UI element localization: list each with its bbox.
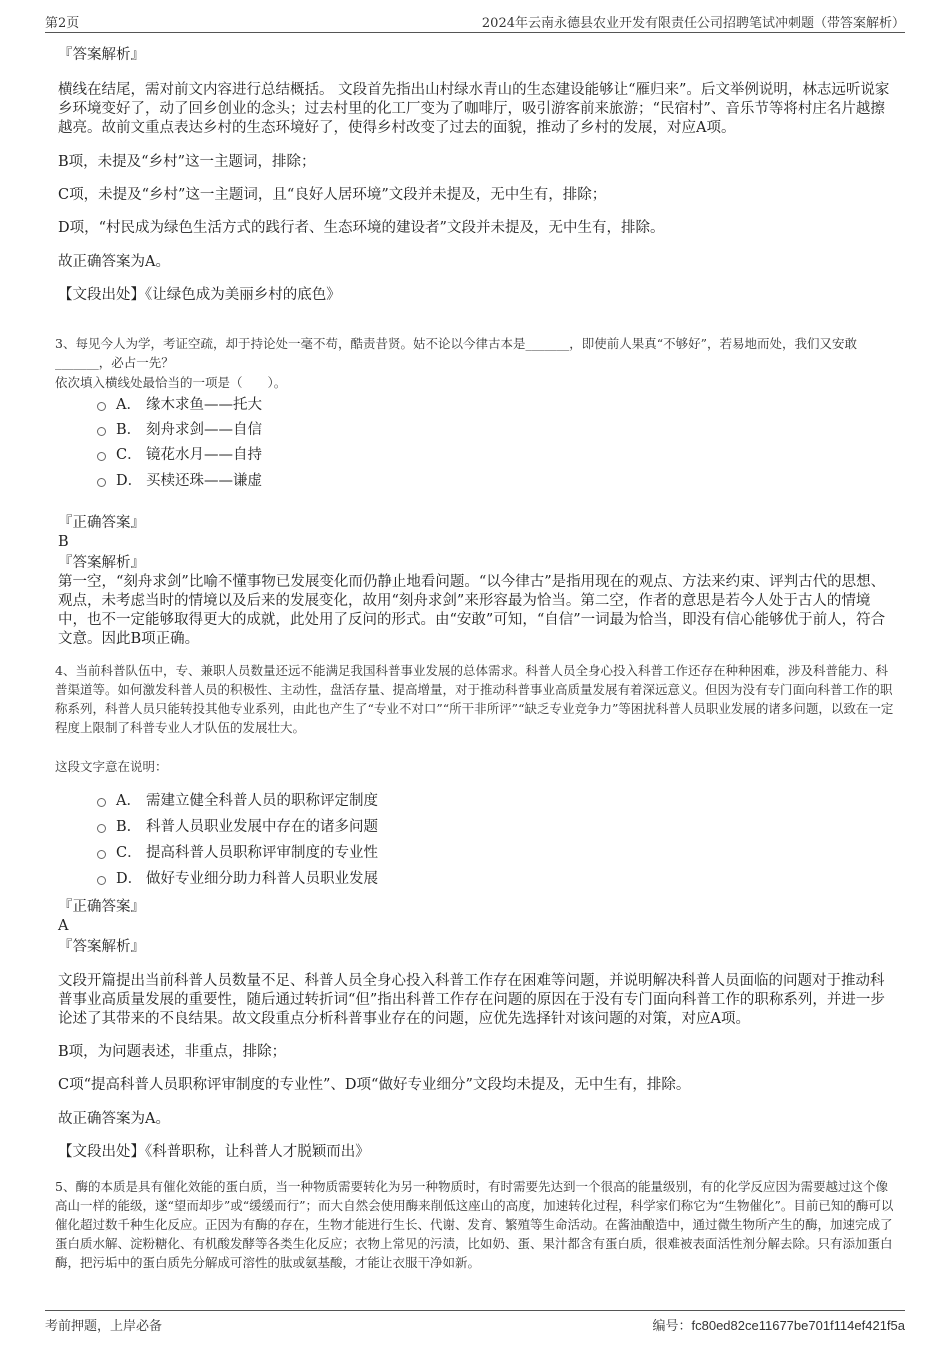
radio-icon[interactable] xyxy=(97,402,106,411)
q2-analysis-label: 『答案解析』 xyxy=(58,47,145,63)
q3-analysis: 第一空，“刻舟求剑”比喻不懂事物已发展变化而仍静止地看问题。“以今律古”是指用现在的观点、方法来约束、评判古代的思想、观点，未考虑当时的情境以及后来的发展变化，故用“刻舟求剑”来形容最为恰当。第二空，作者的意思是若今人处于古人的情境中，也不一定能够取得更大的成就，此处用了反问的形式。由“安敢”可知，“自信”一词最为恰当，即没有信心能够优于前人，符合文意。因此B项正确。 xyxy=(58,574,886,647)
radio-icon[interactable] xyxy=(97,798,106,807)
q3-option-b[interactable]: B． 刻舟求剑——自信 xyxy=(97,419,262,441)
radio-icon[interactable] xyxy=(97,850,106,859)
q4-conclusion: 故正确答案为A。 xyxy=(58,1111,170,1127)
q2-option-c-note: C项，未提及“乡村”这一主题词，且“良好人居环境”文段并未提及，无中生有，排除； xyxy=(58,187,607,203)
q2-option-d-note: D项，“村民成为绿色生活方式的践行者、生态环境的建设者”文段并未提及，无中生有，排除。 xyxy=(58,220,665,236)
radio-icon[interactable] xyxy=(97,452,106,461)
document-code: 编号：fc80ed82ce11677be701f114ef421f5a xyxy=(652,1318,905,1334)
radio-icon[interactable] xyxy=(97,427,106,436)
q4-option-b[interactable]: B． 科普人员职业发展中存在的诸多问题 xyxy=(97,816,378,838)
q3-prompt: 依次填入横线处最恰当的一项是（ ）。 xyxy=(55,375,287,390)
page-header xyxy=(45,10,905,33)
q3-stem: 3、每见今人为学，考证空疏，却于持论处一毫不苟，酷责昔贤。姑不论以今律古本是_______，即使前人果真“不够好”，若易地而处，我们又安敢_______，必占一先？ xyxy=(55,336,857,370)
q4-option-a[interactable]: A． 需建立健全科普人员的职称评定制度 xyxy=(97,790,378,812)
page-footer xyxy=(45,1310,905,1335)
q2-source: 【文段出处】《让绿色成为美丽乡村的底色》 xyxy=(58,287,341,303)
q3-analysis-label: 『答案解析』 xyxy=(58,555,145,571)
q3-option-c[interactable]: C． 镜花水月——自持 xyxy=(97,444,262,466)
q4-analysis-paragraph: 文段开篇提出当前科普人员数量不足、科普人员全身心投入科普工作存在困难等问题，并说明解决科普人员面临的问题对于推动科普事业高质量发展的重要性，随后通过转折词“但”指出科普工作存在问题的原因在于没有专门面向科普工作的职称系列，并进一步论述了其带来的不良结果。故文段重点分析科普事业存在的问题，应优先选择针对该问题的对策，对应A项。 xyxy=(58,973,885,1027)
q4-option-b-note: B项，为问题表述，非重点，排除； xyxy=(58,1044,287,1060)
q4-source: 【文段出处】《科普职称，让科普人才脱颖而出》 xyxy=(58,1144,370,1160)
q4-option-d[interactable]: D． 做好专业细分助力科普人员职业发展 xyxy=(97,868,378,890)
radio-icon[interactable] xyxy=(97,876,106,885)
q4-stem: 4、当前科普队伍中，专、兼职人员数量还远不能满足我国科普事业发展的总体需求。科普人员全身心投入科普工作还存在种种困难，涉及科普能力、科普渠道等。如何激发科普人员的积极性、主动性，盘活存量、提高增量，对于推动科普事业高质量发展有着深远意义。但因为没有专门面向科普工作的职称系列，科普人员只能转投其他专业系列，由此也产生了“专业不对口”“所干非所评”“缺乏专业竞争力”等困扰科普人员职业发展的诸多问题，以致在一定程度上限制了科普专业人才队伍的发展壮大。 xyxy=(55,663,894,735)
document-title: 2024年云南永德县农业开发有限责任公司招聘笔试冲刺题（带答案解析） xyxy=(481,16,905,31)
q4-answer-label: 『正确答案』 xyxy=(58,899,145,915)
radio-icon[interactable] xyxy=(97,824,106,833)
q4-option-cd-note: C项“提高科普人员职称评审制度的专业性”、D项“做好专业细分”文段均未提及，无中生有，排除。 xyxy=(58,1077,691,1093)
q3-option-d[interactable]: D． 买椟还珠——谦虚 xyxy=(97,470,262,492)
footer-slogan: 考前押题，上岸必备 xyxy=(45,1319,163,1334)
radio-icon[interactable] xyxy=(97,478,106,487)
q4-analysis-label: 『答案解析』 xyxy=(58,939,145,955)
q4-option-c[interactable]: C． 提高科普人员职称评审制度的专业性 xyxy=(97,842,378,864)
q3-answer-label: 『正确答案』 xyxy=(58,515,145,531)
q3-answer: B xyxy=(58,534,69,550)
q2-conclusion: 故正确答案为A。 xyxy=(58,254,170,270)
q2-analysis-paragraph: 横线在结尾，需对前文内容进行总结概括。 文段首先指出山村绿水青山的生态建设能够让“雁归来”。后文举例说明，林志远听说家乡环境变好了，动了回乡创业的念头；过去村里的化工厂变为了咖啡厅，吸引游客前来旅游；“民宿村”、音乐节等将村庄名片越擦越亮。故前文重点表达乡村的生态环境好了，使得乡村改变了过去的面貌，推动了乡村的发展，对应A项。 xyxy=(58,82,890,136)
q4-prompt: 这段文字意在说明： xyxy=(55,759,168,774)
q3-option-a[interactable]: A． 缘木求鱼——托大 xyxy=(97,394,262,416)
q2-option-b-note: B项，未提及“乡村”这一主题词，排除； xyxy=(58,154,316,170)
q4-answer: A xyxy=(58,918,69,934)
page-number: 第2页 xyxy=(45,16,80,31)
q5-stem: 5、酶的本质是具有催化效能的蛋白质，当一种物质需要转化为另一种物质时，有时需要先达到一个很高的能量级别，有的化学反应因为需要越过这个像高山一样的能级，遂“望而却步”或“缓缓而行”；而大自然会使用酶来削低这座山的高度，加速转化过程，科学家们称它为“生物催化”。目前已知的酶可以催化超过数千种生化反应。正因为有酶的存在，生物才能进行生长、代谢、发育、繁殖等生命活动。在酱油酿造中，通过微生物所产生的酶，加速完成了蛋白质水解、淀粉糖化、有机酸发酵等各类生化反应；衣物上常见的污渍，比如奶、蛋、果汁都含有蛋白质，很难被表面活性剂分解去除。只有添加蛋白酶，把污垢中的蛋白质先分解成可溶性的肽或氨基酸，才能让衣服干净如新。 xyxy=(55,1179,894,1270)
